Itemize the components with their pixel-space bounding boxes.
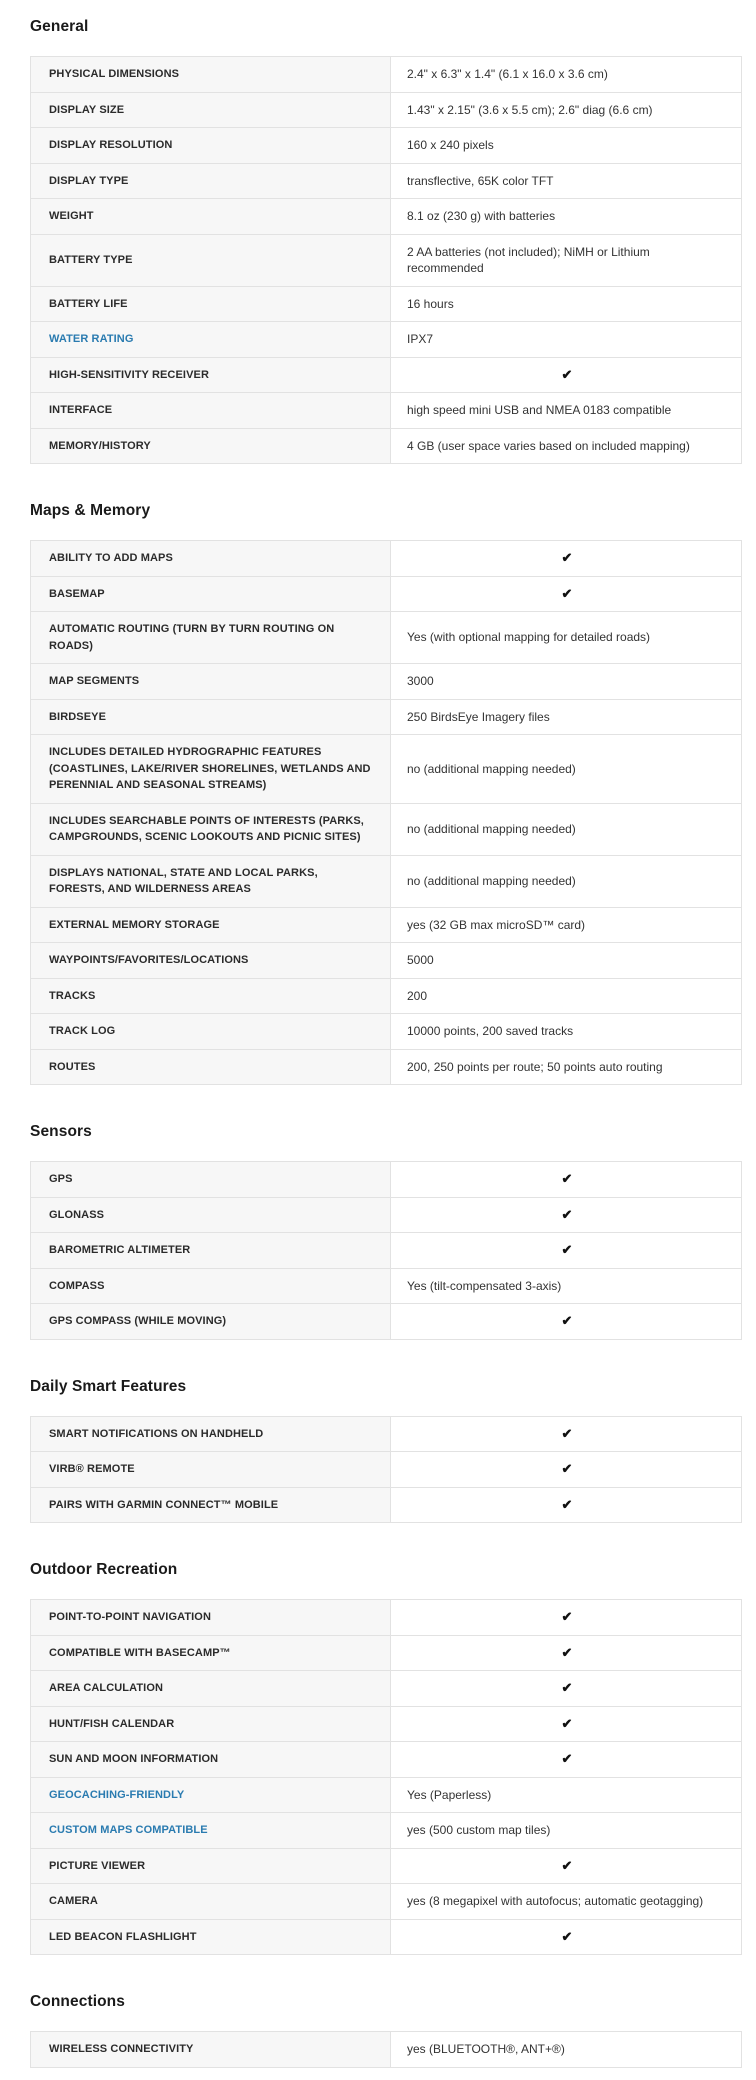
spec-row bbox=[31, 429, 741, 465]
spec-label: INTERFACE bbox=[31, 393, 391, 428]
spec-row bbox=[31, 1198, 741, 1234]
spec-value: yes (500 custom map tiles) bbox=[391, 1813, 741, 1848]
spec-row bbox=[31, 1162, 741, 1198]
check-icon: ✔ bbox=[561, 585, 573, 601]
spec-label: GLONASS bbox=[31, 1198, 391, 1233]
spec-value bbox=[391, 1304, 741, 1339]
spec-value bbox=[391, 1198, 741, 1233]
spec-value: Yes (tilt-compensated 3-axis) bbox=[391, 1269, 741, 1304]
spec-row bbox=[31, 735, 741, 804]
spec-label: PICTURE VIEWER bbox=[31, 1849, 391, 1884]
spec-table bbox=[30, 56, 742, 464]
spec-row bbox=[31, 943, 741, 979]
spec-row bbox=[31, 393, 741, 429]
spec-value bbox=[391, 358, 741, 393]
spec-value: 2.4" x 6.3" x 1.4" (6.1 x 16.0 x 3.6 cm) bbox=[391, 57, 741, 92]
spec-label: LED BEACON FLASHLIGHT bbox=[31, 1920, 391, 1955]
spec-row bbox=[31, 1636, 741, 1672]
spec-table bbox=[30, 2031, 742, 2068]
spec-label-link[interactable]: WATER RATING bbox=[31, 322, 391, 357]
spec-row bbox=[31, 1707, 741, 1743]
spec-value bbox=[391, 541, 741, 576]
check-icon: ✔ bbox=[561, 1715, 573, 1731]
spec-value bbox=[391, 1417, 741, 1452]
section-title: Maps & Memory bbox=[30, 502, 151, 519]
spec-row bbox=[31, 1600, 741, 1636]
spec-section-outdoor-recreation bbox=[30, 1561, 742, 1955]
section-title: Sensors bbox=[30, 1123, 92, 1140]
spec-row bbox=[31, 1920, 741, 1956]
check-icon: ✔ bbox=[561, 1242, 573, 1257]
spec-row bbox=[31, 856, 741, 908]
spec-section-sensors bbox=[30, 1123, 742, 1340]
check-icon: ✔ bbox=[561, 550, 573, 565]
spec-label: PAIRS WITH GARMIN CONNECT™ MOBILE bbox=[31, 1488, 391, 1523]
spec-value bbox=[391, 1162, 741, 1197]
spec-value bbox=[391, 1920, 741, 1955]
spec-value bbox=[391, 1233, 741, 1268]
spec-row bbox=[31, 1671, 741, 1707]
spec-row bbox=[31, 1233, 741, 1269]
spec-row bbox=[31, 199, 741, 235]
spec-label-link[interactable]: GEOCACHING-FRIENDLY bbox=[31, 1778, 391, 1813]
spec-row bbox=[31, 2032, 741, 2068]
spec-value: 2 AA batteries (not included); NiMH or Lithium recommended bbox=[391, 235, 741, 286]
spec-label: TRACK LOG bbox=[31, 1014, 391, 1049]
spec-row bbox=[31, 1452, 741, 1488]
spec-row bbox=[31, 287, 741, 323]
spec-row bbox=[31, 93, 741, 129]
spec-value: 250 BirdsEye Imagery files bbox=[391, 700, 741, 735]
spec-label: INCLUDES DETAILED HYDROGRAPHIC FEATURES (COASTLINES, LAKE/RIVER SHORELINES, WETLANDS AND PERENNIAL AND SEASONAL STREAMS) bbox=[31, 735, 391, 803]
spec-section-maps-memory bbox=[30, 502, 742, 1085]
spec-label: ROUTES bbox=[31, 1050, 391, 1085]
spec-value: 200, 250 points per route; 50 points auto routing bbox=[391, 1050, 741, 1085]
spec-label: BATTERY TYPE bbox=[31, 235, 391, 286]
spec-row bbox=[31, 577, 741, 613]
spec-value: 200 bbox=[391, 979, 741, 1014]
spec-row bbox=[31, 57, 741, 93]
spec-table bbox=[30, 1161, 742, 1340]
spec-sections-root bbox=[30, 18, 742, 2068]
spec-row bbox=[31, 979, 741, 1015]
spec-value bbox=[391, 1488, 741, 1523]
spec-value: 3000 bbox=[391, 664, 741, 699]
spec-table bbox=[30, 1416, 742, 1524]
spec-label: GPS COMPASS (WHILE MOVING) bbox=[31, 1304, 391, 1339]
section-title: Connections bbox=[30, 1993, 125, 2010]
spec-value: 5000 bbox=[391, 943, 741, 978]
spec-row bbox=[31, 1778, 741, 1814]
spec-label: SUN AND MOON INFORMATION bbox=[31, 1742, 391, 1777]
spec-label: WAYPOINTS/FAVORITES/LOCATIONS bbox=[31, 943, 391, 978]
section-title: Daily Smart Features bbox=[30, 1377, 187, 1395]
spec-value: Yes (Paperless) bbox=[391, 1778, 741, 1813]
spec-label: DISPLAY SIZE bbox=[31, 93, 391, 128]
spec-value bbox=[391, 1671, 741, 1706]
check-icon: ✔ bbox=[561, 1644, 573, 1660]
spec-label: MAP SEGMENTS bbox=[31, 664, 391, 699]
spec-row bbox=[31, 358, 741, 394]
spec-section-daily-smart-features bbox=[30, 1378, 742, 1524]
section-title: General bbox=[30, 18, 89, 35]
spec-row bbox=[31, 1269, 741, 1305]
spec-label: DISPLAY TYPE bbox=[31, 164, 391, 199]
spec-row bbox=[31, 804, 741, 856]
spec-label: HUNT/FISH CALENDAR bbox=[31, 1707, 391, 1742]
spec-label: POINT-TO-POINT NAVIGATION bbox=[31, 1600, 391, 1635]
spec-value bbox=[391, 1452, 741, 1487]
spec-label-link[interactable]: CUSTOM MAPS COMPATIBLE bbox=[31, 1813, 391, 1848]
spec-value: yes (BLUETOOTH®, ANT+®) bbox=[391, 2032, 741, 2067]
spec-section-connections bbox=[30, 1993, 742, 2068]
spec-row bbox=[31, 1304, 741, 1340]
spec-value: 160 x 240 pixels bbox=[391, 128, 741, 163]
spec-label: CAMERA bbox=[31, 1884, 391, 1919]
spec-row bbox=[31, 128, 741, 164]
check-icon: ✔ bbox=[561, 1171, 573, 1186]
spec-row bbox=[31, 322, 741, 358]
spec-value bbox=[391, 1849, 741, 1884]
spec-value bbox=[391, 1636, 741, 1671]
spec-label: COMPATIBLE WITH BASECAMP™ bbox=[31, 1636, 391, 1671]
spec-row bbox=[31, 1488, 741, 1524]
spec-value: 4 GB (user space varies based on included mapping) bbox=[391, 429, 741, 464]
spec-label: GPS bbox=[31, 1162, 391, 1197]
spec-value: yes (8 megapixel with autofocus; automatic geotagging) bbox=[391, 1884, 741, 1919]
spec-table bbox=[30, 540, 742, 1085]
spec-label: WEIGHT bbox=[31, 199, 391, 234]
spec-label: HIGH-SENSITIVITY RECEIVER bbox=[31, 358, 391, 393]
spec-value bbox=[391, 1742, 741, 1777]
spec-row bbox=[31, 1050, 741, 1086]
spec-value: no (additional mapping needed) bbox=[391, 804, 741, 855]
check-icon: ✔ bbox=[561, 1609, 573, 1624]
spec-row bbox=[31, 700, 741, 736]
spec-label: AREA CALCULATION bbox=[31, 1671, 391, 1706]
check-icon: ✔ bbox=[561, 1751, 573, 1766]
spec-label: BAROMETRIC ALTIMETER bbox=[31, 1233, 391, 1268]
check-icon: ✔ bbox=[561, 1928, 573, 1944]
spec-value: no (additional mapping needed) bbox=[391, 856, 741, 907]
spec-value bbox=[391, 1600, 741, 1635]
spec-row bbox=[31, 164, 741, 200]
check-icon: ✔ bbox=[561, 1496, 573, 1512]
spec-value bbox=[391, 577, 741, 612]
spec-value: yes (32 GB max microSD™ card) bbox=[391, 908, 741, 943]
spec-label: MEMORY/HISTORY bbox=[31, 429, 391, 464]
check-icon: ✔ bbox=[561, 1206, 573, 1222]
spec-row bbox=[31, 664, 741, 700]
spec-value bbox=[391, 1707, 741, 1742]
spec-value: IPX7 bbox=[391, 322, 741, 357]
spec-table bbox=[30, 1599, 742, 1955]
spec-label: DISPLAY RESOLUTION bbox=[31, 128, 391, 163]
spec-label: BATTERY LIFE bbox=[31, 287, 391, 322]
spec-value: Yes (with optional mapping for detailed roads) bbox=[391, 612, 741, 663]
spec-row bbox=[31, 908, 741, 944]
spec-value: 8.1 oz (230 g) with batteries bbox=[391, 199, 741, 234]
spec-section-general bbox=[30, 18, 742, 464]
section-title: Outdoor Recreation bbox=[30, 1561, 178, 1578]
check-icon: ✔ bbox=[561, 1680, 573, 1695]
spec-value: 16 hours bbox=[391, 287, 741, 322]
check-icon: ✔ bbox=[561, 1461, 573, 1476]
spec-label: BASEMAP bbox=[31, 577, 391, 612]
spec-value: 10000 points, 200 saved tracks bbox=[391, 1014, 741, 1049]
spec-label: BIRDSEYE bbox=[31, 700, 391, 735]
check-icon: ✔ bbox=[561, 1857, 573, 1873]
spec-label: ABILITY TO ADD MAPS bbox=[31, 541, 391, 576]
spec-label: COMPASS bbox=[31, 1269, 391, 1304]
spec-label: TRACKS bbox=[31, 979, 391, 1014]
spec-label: INCLUDES SEARCHABLE POINTS OF INTERESTS (PARKS, CAMPGROUNDS, SCENIC LOOKOUTS AND PICNIC SITES) bbox=[31, 804, 391, 855]
spec-label: SMART NOTIFICATIONS ON HANDHELD bbox=[31, 1417, 391, 1452]
spec-row bbox=[31, 1849, 741, 1885]
check-icon: ✔ bbox=[561, 1425, 573, 1441]
spec-row bbox=[31, 1014, 741, 1050]
spec-value: no (additional mapping needed) bbox=[391, 735, 741, 803]
spec-row bbox=[31, 1813, 741, 1849]
spec-row bbox=[31, 612, 741, 664]
spec-row bbox=[31, 235, 741, 287]
spec-label: DISPLAYS NATIONAL, STATE AND LOCAL PARKS, FORESTS, AND WILDERNESS AREAS bbox=[31, 856, 391, 907]
spec-label: EXTERNAL MEMORY STORAGE bbox=[31, 908, 391, 943]
spec-row bbox=[31, 1417, 741, 1453]
check-icon: ✔ bbox=[561, 366, 573, 382]
spec-row bbox=[31, 541, 741, 577]
spec-row bbox=[31, 1884, 741, 1920]
spec-label: PHYSICAL DIMENSIONS bbox=[31, 57, 391, 92]
spec-label: VIRB® REMOTE bbox=[31, 1452, 391, 1487]
spec-value: 1.43" x 2.15" (3.6 x 5.5 cm); 2.6" diag (6.6 cm) bbox=[391, 93, 741, 128]
check-icon: ✔ bbox=[561, 1313, 573, 1328]
spec-row bbox=[31, 1742, 741, 1778]
spec-value: transflective, 65K color TFT bbox=[391, 164, 741, 199]
spec-label: AUTOMATIC ROUTING (TURN BY TURN ROUTING ON ROADS) bbox=[31, 612, 391, 663]
spec-label: WIRELESS CONNECTIVITY bbox=[31, 2032, 391, 2067]
spec-value: high speed mini USB and NMEA 0183 compatible bbox=[391, 393, 741, 428]
